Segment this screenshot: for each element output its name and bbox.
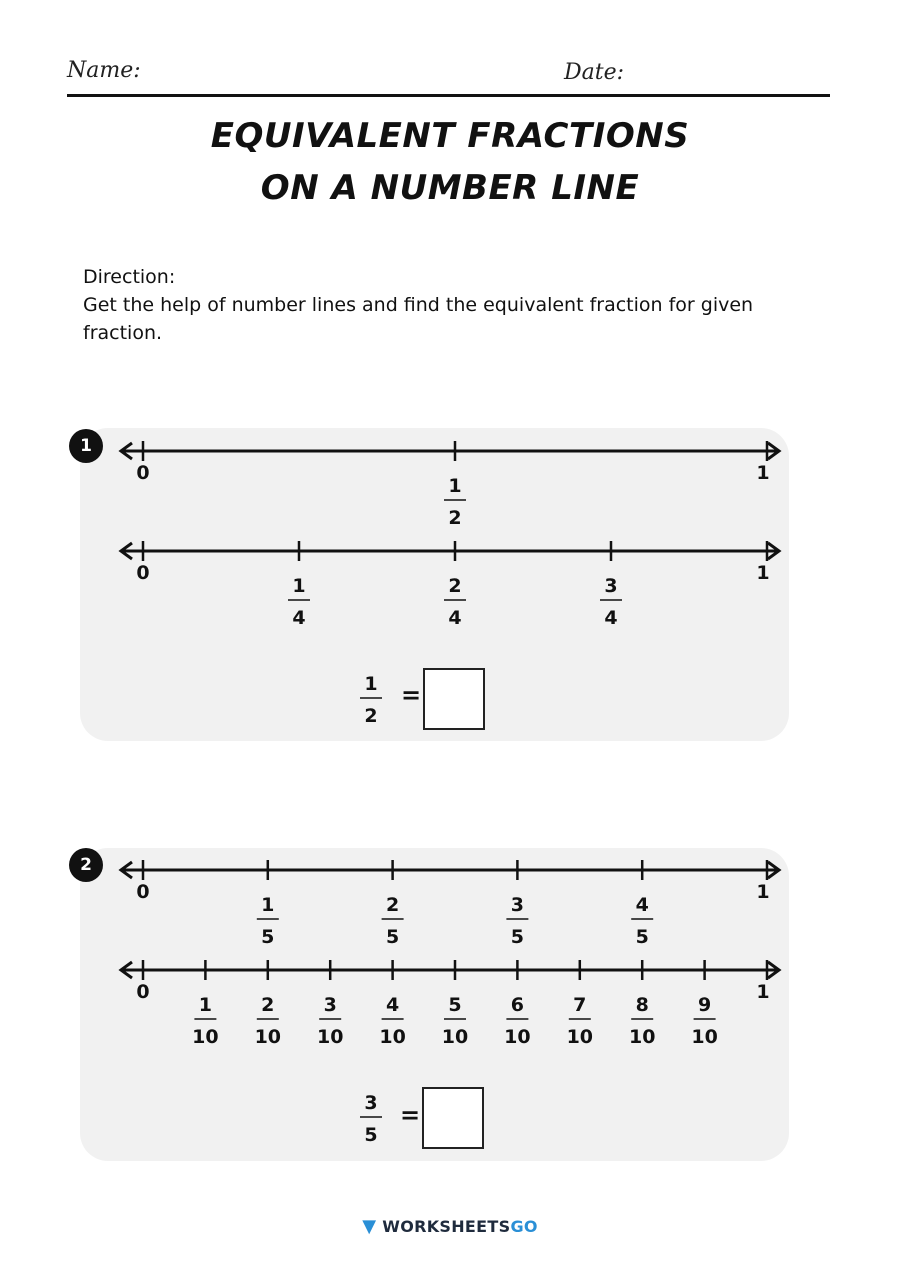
p1-line2-label-2-numerator: 2 (448, 575, 462, 597)
p2-line1-label-1-numerator: 1 (261, 894, 275, 916)
p2-line2-label-2-numerator: 2 (261, 994, 275, 1016)
logo-w-icon: ▼ (362, 1216, 377, 1237)
problem-2-answer-box[interactable] (422, 1087, 484, 1149)
p1-line2-label-1-denominator: 4 (292, 607, 306, 629)
p2-line1-label-2-denominator: 5 (385, 926, 400, 948)
p2-line1-label-5: 1 (756, 881, 770, 903)
p2-line1-label-3-numerator: 3 (510, 894, 525, 916)
p2-line2-label-6-denominator: 10 (504, 1026, 531, 1048)
p2-line1-label-4-numerator: 4 (635, 894, 649, 916)
p2-line1-label-2-numerator: 2 (385, 894, 400, 916)
problem-2-given-fraction (360, 1092, 382, 1146)
p2-line2-label-9-numerator: 9 (697, 994, 712, 1016)
p1-line2-label-4: 1 (756, 562, 770, 584)
logo-text-a: WORKSHEETS (382, 1217, 511, 1236)
p2-line2-label-2-denominator: 10 (254, 1026, 282, 1048)
p1-line2-label-1-numerator: 1 (292, 575, 306, 597)
problem-2-badge: 2 (69, 848, 103, 882)
p2-line2-label-1-denominator: 10 (192, 1026, 219, 1048)
p2-line1-label-1-denominator: 5 (261, 926, 275, 948)
p2-line2-label-3-numerator: 3 (323, 994, 337, 1016)
p2-line2-label-3-denominator: 10 (316, 1026, 344, 1048)
p1-line2-label-2-denominator: 4 (448, 607, 462, 629)
p2-line2-label-8-numerator: 8 (635, 994, 649, 1016)
direction-text: Get the help of number lines and find the equivalent fraction for given fraction. (83, 294, 754, 344)
direction-heading: Direction: (83, 266, 176, 288)
p2-line2-label-4-numerator: 4 (385, 994, 400, 1016)
p2-line2-label-9-denominator: 10 (691, 1026, 718, 1048)
p2-line2-label-7-denominator: 10 (566, 1026, 594, 1048)
p1-line2-label-0: 0 (136, 562, 150, 584)
problem-1-badge: 1 (69, 429, 103, 463)
p2-line1-label-3-denominator: 5 (510, 926, 525, 948)
name-label: Name: (67, 58, 141, 83)
p1-line1-label-2: 1 (756, 462, 770, 484)
p2-line2-label-6-numerator: 6 (510, 994, 525, 1016)
p2-line2-label-7-numerator: 7 (573, 994, 587, 1016)
p2-line1-label-4-denominator: 5 (635, 926, 649, 948)
problem-2-line-tenths (121, 960, 779, 1048)
date-label: Date: (564, 60, 625, 85)
page-title-line2: ON A NUMBER LINE (260, 168, 640, 208)
worksheetsgo-logo (0, 1216, 900, 1237)
p2-line2-label-4-denominator: 10 (379, 1026, 406, 1048)
p2-line2-label-0: 0 (136, 981, 150, 1003)
problem-2-line-fifths (121, 860, 779, 948)
p2-line1-label-0: 0 (136, 881, 150, 903)
p2-line2-label-5-denominator: 10 (441, 1026, 469, 1048)
p1-given-numerator: 1 (364, 673, 378, 695)
p2-line2-label-1-numerator: 1 (198, 994, 213, 1016)
p2-given-denominator: 5 (364, 1124, 378, 1146)
p1-line1-label-1-denominator: 2 (448, 507, 462, 529)
p1-line1-label-0: 0 (136, 462, 150, 484)
p1-line1-label-1-numerator: 1 (448, 475, 462, 497)
p1-line2-label-3-numerator: 3 (604, 575, 618, 597)
page-title-line1: EQUIVALENT FRACTIONS (210, 116, 690, 156)
p2-given-numerator: 3 (364, 1092, 378, 1114)
p2-line2-label-10: 1 (756, 981, 770, 1003)
problem-2-equals-sign: = (400, 1101, 421, 1129)
p1-given-denominator: 2 (364, 705, 378, 727)
p2-line2-label-8-denominator: 10 (628, 1026, 656, 1048)
logo-text-b: GO (510, 1217, 538, 1236)
problem-1-equals-sign: = (401, 681, 422, 709)
p2-line2-label-5-numerator: 5 (448, 994, 462, 1016)
p1-line2-label-3-denominator: 4 (604, 607, 618, 629)
